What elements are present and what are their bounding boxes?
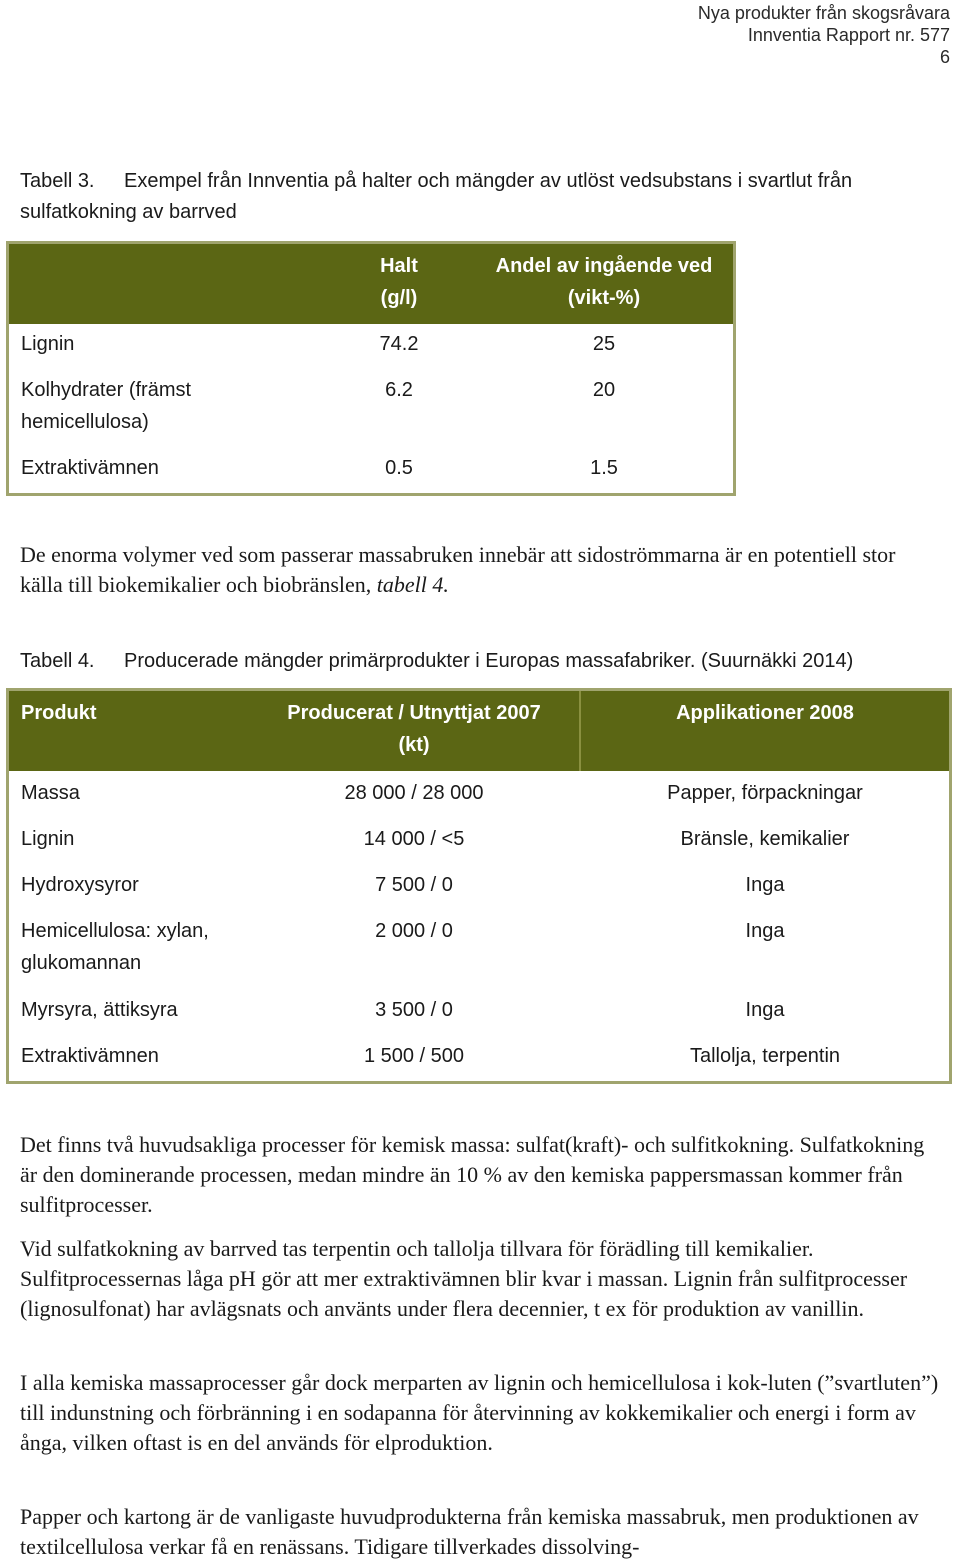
table4-row-applikation: Tallolja, terpentin <box>689 1045 841 1067</box>
table4-row-produkt: Hydroxysyror <box>21 874 139 896</box>
table4-row-applikation: Inga <box>745 920 785 942</box>
paragraph-5 <box>20 1502 940 1562</box>
table4-row-producerat: 28 000 / 28 000 <box>344 782 484 804</box>
paragraph-4-text: I alla kemiska massaprocesser går dock merparten av lignin och hemicellulosa i kok-luten (”svartluten”) till indunstning och förbränning i en sodapanna för återvinning av kokkemikalier och energi i form av ånga, vilken oftast is en del används för elproduktion. <box>20 1370 939 1455</box>
table4-head-producerat-b: (kt) <box>398 734 430 756</box>
table4-caption <box>20 646 853 677</box>
page-number: 6 <box>939 47 950 67</box>
table3-caption-label: Tabell 3. <box>20 170 95 192</box>
table4-row-produkt: Massa <box>21 782 80 804</box>
table4-row-producerat: 3 500 / 0 <box>375 999 453 1021</box>
table4-row-applikation: Inga <box>745 999 785 1021</box>
table4-row-applikation: Inga <box>745 874 785 896</box>
table3-row-lignin-andel: 25 <box>592 333 616 355</box>
page-header <box>698 2 950 68</box>
table4-head-producerat <box>249 697 579 761</box>
paragraph-1-text: De enorma volymer ved som passerar massabruken innebär att sidoströmmarna är en potentiell stor källa till biokemikalier och biobränslen, <box>20 542 896 597</box>
table3-row-extrakt-andel: 1.5 <box>590 457 618 479</box>
paragraph-1 <box>20 540 940 600</box>
paragraph-4 <box>20 1368 940 1458</box>
table4-head-produkt: Produkt <box>21 702 97 724</box>
table4-row-produkt: Myrsyra, ättiksyra <box>21 999 178 1021</box>
table3-head-halt-b: (g/l) <box>380 287 418 309</box>
table3-head-halt-a: Halt <box>380 255 418 277</box>
table3-caption <box>20 166 852 228</box>
table4-row-producerat: 14 000 / <5 <box>363 828 465 850</box>
table3-head-andel-b: (vikt-%) <box>567 287 641 309</box>
table3-row-kolhydrater-name <box>21 374 191 438</box>
table4-head-applikationer: Applikationer 2008 <box>676 702 854 724</box>
paragraph-2 <box>20 1130 940 1220</box>
paragraph-3 <box>20 1234 940 1324</box>
table3-row-lignin-name: Lignin <box>21 333 75 355</box>
table4-row-produkt-line2: glukomannan <box>21 952 142 974</box>
table4-row-applikation: Bränsle, kemikalier <box>680 828 850 850</box>
paragraph-2-text: Det finns två huvudsakliga processer för kemisk massa: sulfat(kraft)- och sulfitkokning. Sulfatkokning är den dominerande processen, medan mindre än 10 % av den kemiska pappersmassan kommer från sulfitprocesser. <box>20 1132 925 1217</box>
table3-row-kolhydrater-halt: 6.2 <box>385 379 413 401</box>
table4-caption-label: Tabell 4. <box>20 650 95 672</box>
table4-row-producerat: 2 000 / 0 <box>375 920 453 942</box>
table4 <box>6 688 952 1084</box>
table4-head-producerat-a: Producerat / Utnyttjat 2007 <box>287 702 541 724</box>
table3-row-extrakt-halt: 0.5 <box>385 457 413 479</box>
table3-head-andel-a: Andel av ingående ved <box>495 255 713 277</box>
table4-row-produkt <box>21 915 209 979</box>
table3-row-kolhydrater-name-2: hemicellulosa) <box>21 411 149 433</box>
table3-row-kolhydrater-andel: 20 <box>592 379 616 401</box>
paragraph-1-ref: tabell 4. <box>376 572 449 597</box>
table3-head-andel <box>479 250 729 314</box>
table3-row-extrakt-name: Extraktivämnen <box>21 457 159 479</box>
paragraph-3-text: Vid sulfatkokning av barrved tas terpentin och tallolja tillvara för förädling till kemikalier. Sulfitprocessernas låga pH gör att mer extraktivämnen blir kvar i massan. Lignin från sulfitprocesser (lignosulfonat) har avlägsnats och använts under flera decennier, t ex för produktion av vanillin. <box>20 1236 908 1321</box>
table3 <box>6 241 736 496</box>
table4-row-produkt-line1: Hemicellulosa: xylan, <box>21 920 209 942</box>
paragraph-5-text: Papper och kartong är de vanligaste huvudprodukterna från kemiska massabruk, men produktionen av textilcellulosa verkar få en renässans. Tidigare tillverkades dissolving- <box>20 1504 919 1559</box>
table4-caption-text: Producerade mängder primärprodukter i Europas massafabriker. (Suurnäkki 2014) <box>124 650 854 672</box>
table4-row-applikation: Papper, förpackningar <box>667 782 863 804</box>
table4-row-producerat: 7 500 / 0 <box>375 874 453 896</box>
table4-row-produkt: Lignin <box>21 828 75 850</box>
table3-caption-text: Exempel från Innventia på halter och mängder av utlöst vedsubstans i svartlut från <box>124 170 853 192</box>
header-title: Nya produkter från skogsråvara <box>697 3 950 23</box>
table3-head-halt <box>377 250 421 314</box>
table4-row-produkt: Extraktivämnen <box>21 1045 159 1067</box>
header-report: Innventia Rapport nr. 577 <box>747 25 950 45</box>
table4-row-producerat: 1 500 / 500 <box>363 1045 465 1067</box>
table3-row-kolhydrater-name-1: Kolhydrater (främst <box>21 379 192 401</box>
table3-caption-text2: sulfatkokning av barrved <box>20 201 237 223</box>
table3-row-lignin-halt: 74.2 <box>379 333 419 355</box>
